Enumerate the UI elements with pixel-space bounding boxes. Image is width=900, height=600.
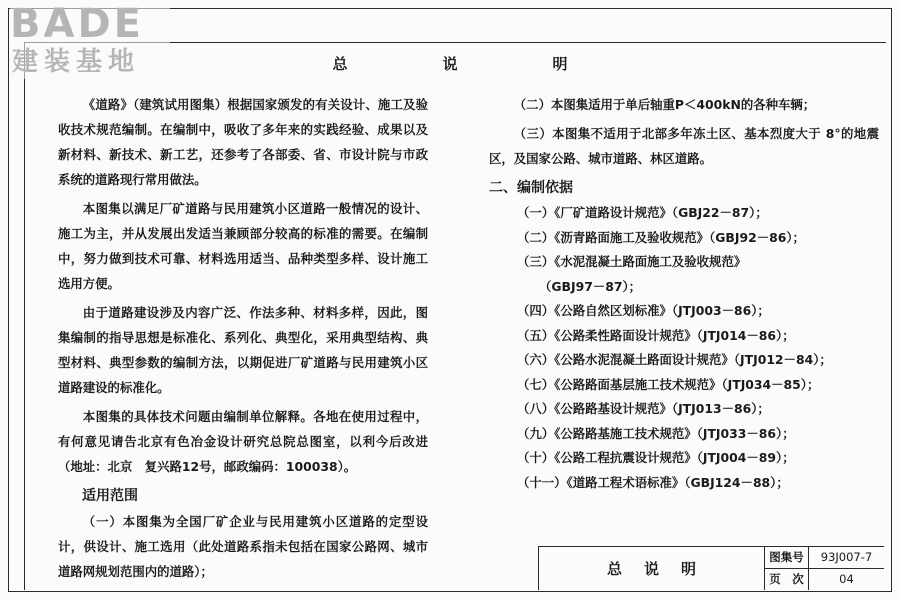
reference-item: （三）《水泥混凝土路面施工及验收规范》 <box>517 254 747 269</box>
title-block-title: 总说明 <box>539 547 765 590</box>
reference-item: （四）《公路自然区划标准》（JTJ003－86）； <box>517 303 770 318</box>
reference-item: （二）《沥青路面施工及验收规范》（GBJ92－86）； <box>517 229 805 245</box>
page-title-char: 说 <box>442 55 458 73</box>
logo <box>10 1 170 79</box>
page-title-char: 总 <box>332 55 348 73</box>
atlas-number: 93J007-7 <box>809 547 884 569</box>
right-column <box>489 92 879 495</box>
section-heading-scope: 适用范围 <box>82 488 138 504</box>
left-column <box>58 92 441 588</box>
reference-item: （十一）《道路工程术语标准》（GBJ124－88）； <box>517 474 789 490</box>
reference-item: （一）《厂矿道路设计规范》（GBJ22－87）； <box>517 205 768 220</box>
scope-item: （二）本图集适用于单后轴重P＜400kN的各种车辆； <box>513 97 816 112</box>
page-number: 04 <box>839 572 854 587</box>
section-heading-basis: 二、编制依据 <box>489 180 573 196</box>
reference-item: （七）《公路路面基层施工技术规范》（JTJ034－85）； <box>517 376 820 392</box>
logo-main-text: BADE <box>10 1 144 47</box>
atlas-number-label: 图集号 <box>765 547 809 569</box>
reference-item: （九）《公路路基施工技术规范》（JTJ033－86）； <box>517 425 795 441</box>
page-title-char: 明 <box>552 55 568 73</box>
scope-item: （三）本图集不适用于北部多年冻土区、基本烈度大于 8°的地震区，及国家公路、城市道路、林区道路。 <box>489 126 879 166</box>
reference-item: （六）《公路水泥混凝土路面设计规范》（JTJ012－84）； <box>517 352 832 367</box>
contact-paragraph: 本图集的具体技术问题由编制单位解释。各地在使用过程中，有何意见请告北京有色冶金设计研究总院总图室，以利今后改进 （地址：北京 复兴路12号，邮政编码：100038）。 <box>58 409 441 474</box>
logo-sub-text: 建装基地 <box>12 47 141 77</box>
title-block <box>538 546 884 590</box>
reference-list <box>489 201 879 495</box>
page-number-label: 页 次 <box>765 569 809 591</box>
scope-paragraph: 本图集以满足厂矿道路与民用建筑小区道路一般情况的设计、施工为主，并从发展出发适当兼顾部分较高的标准的需要。在编制中，努力做到技术可靠、材料选用适当、品种类型多样、设计施工选用方便。 <box>58 201 428 291</box>
intro-paragraph: 《道路》（建筑试用图集）根据国家颁发的有关设计、施工及验收技术规范编制。在编制中，吸收了多年来的实践经验、成果以及新材料、新技术、新工艺，还参考了各部委、省、市设计院与市政系统的道路现行常用做法。 <box>58 97 428 187</box>
reference-item: （十）《公路工程抗震设计规范》（JTJ004－89）； <box>517 450 795 465</box>
scope-item: （一）本图集为全国厂矿企业与民用建筑小区道路的定型设计，供设计、施工选用（此处道路系指未包括在国家公路网、城市道路网规划范围内的道路）； <box>58 514 428 579</box>
guideline-paragraph: 由于道路建设涉及内容广泛、作法多种、材料多样，因此，图集编制的指导思想是标准化、系列化、典型化，采用典型结构、典型材料、典型参数的编制方法，以期促进厂矿道路与民用建筑小区道路建设的标准化。 <box>58 305 428 395</box>
reference-item: （五）《公路柔性路面设计规范》（JTJ014－86）； <box>517 327 795 343</box>
reference-item: （八）《公路路基设计规范》（JTJ013－86）； <box>517 401 770 416</box>
reference-item-continued: （GBJ97－87）； <box>539 278 642 294</box>
title-block-grid <box>765 547 884 590</box>
